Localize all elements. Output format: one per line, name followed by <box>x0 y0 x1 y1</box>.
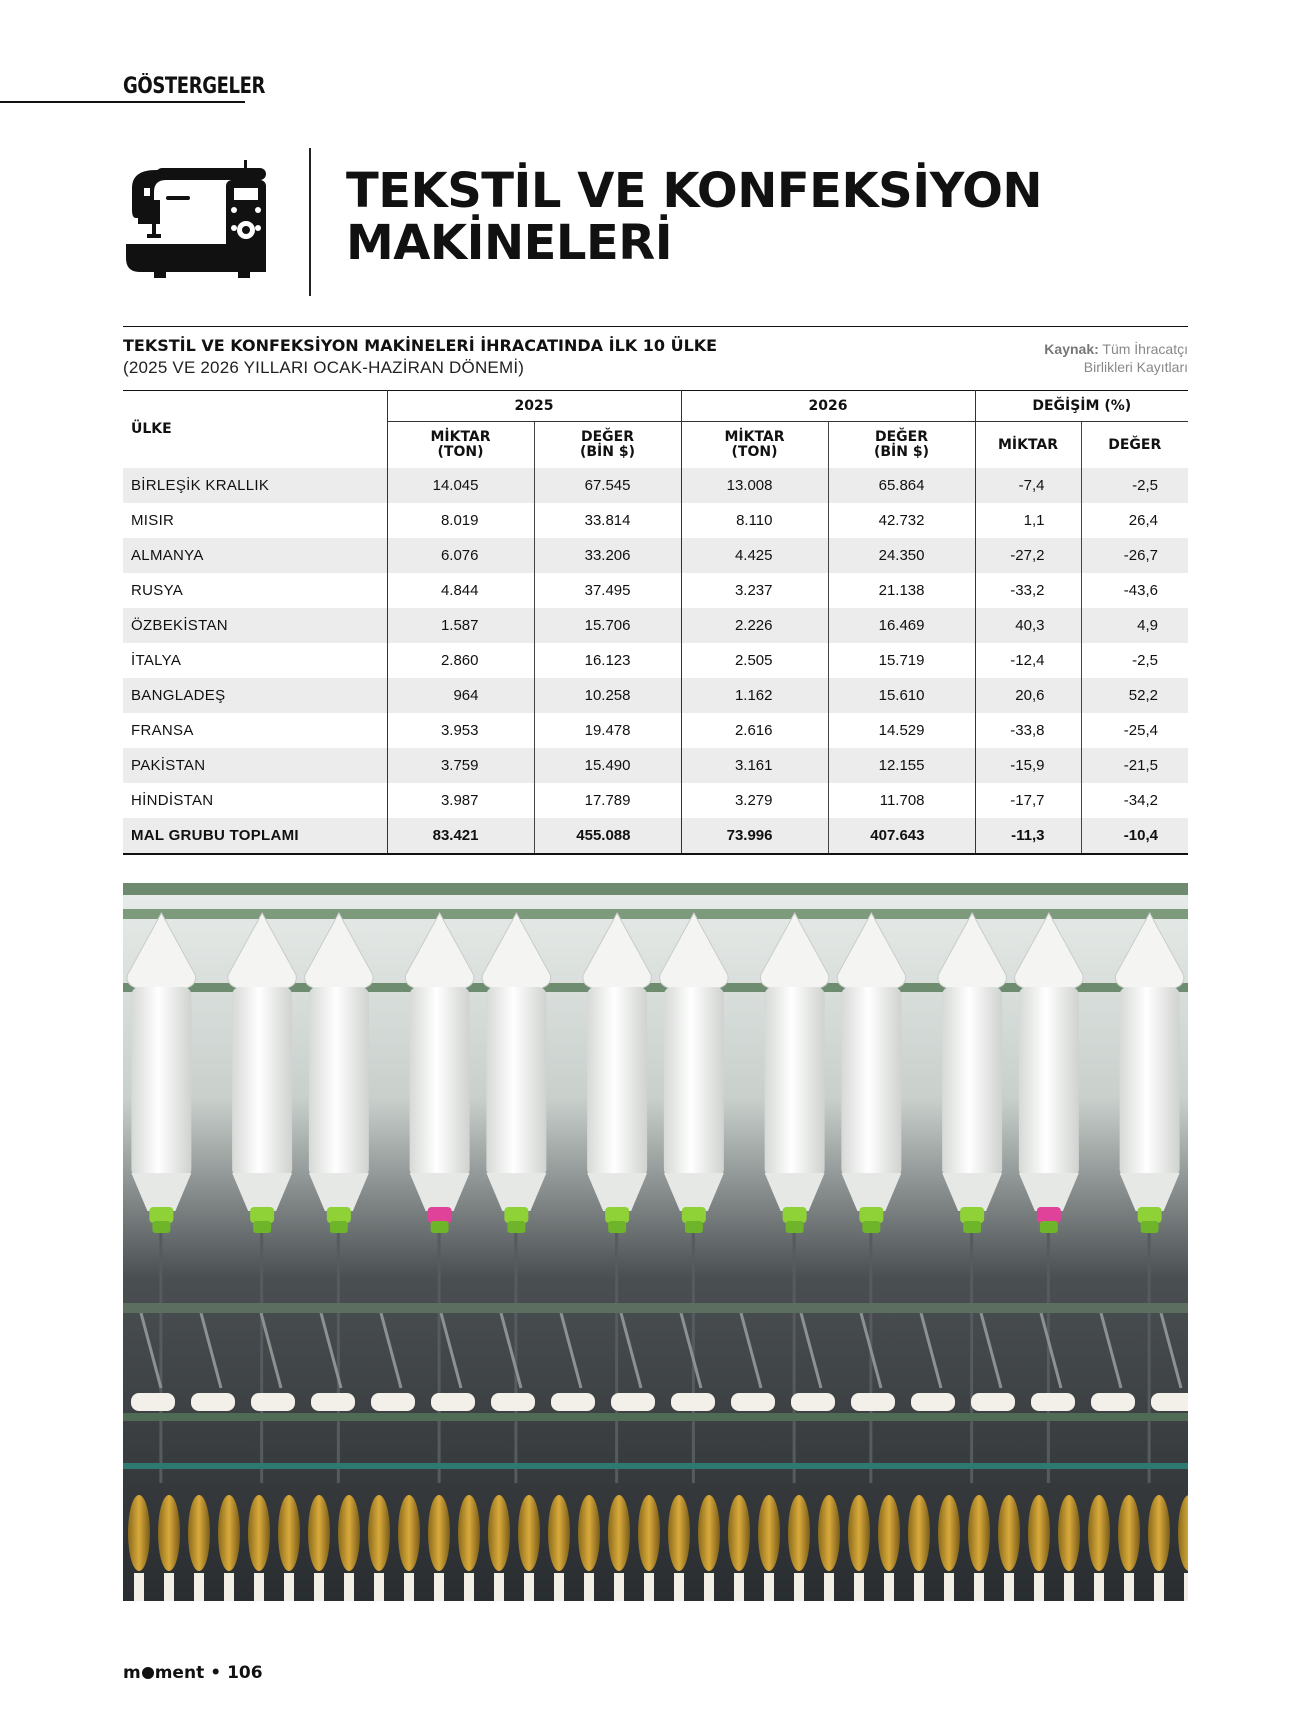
section-rule <box>0 101 245 103</box>
cell-change-deger: -10,4 <box>1081 818 1188 854</box>
cell-miktar-2025: 964 <box>387 678 534 713</box>
cell-deger-2026: 14.529 <box>828 713 975 748</box>
cell-country: ÖZBEKİSTAN <box>123 608 387 643</box>
cell-country: FRANSA <box>131 722 194 739</box>
cell-country: BİRLEŞİK KRALLIK <box>123 468 387 503</box>
sewing-machine-icon <box>126 160 271 286</box>
cell-miktar-2025: 4.844 <box>387 573 534 608</box>
table-row <box>123 608 1188 643</box>
page-title-line-1: TEKSTİL VE KONFEKSİYON <box>346 163 1043 219</box>
cell-deger-2025: 67.545 <box>534 468 681 503</box>
cell-country: MISIR <box>131 512 175 529</box>
cell-country: HİNDİSTAN <box>131 792 214 809</box>
cell-deger-2025: 33.814 <box>534 503 681 538</box>
cell-country: MAL GRUBU TOPLAMI <box>123 818 387 854</box>
cell-deger-2025: 33.206 <box>534 538 681 573</box>
cell-deger-2026: 21.138 <box>828 573 975 608</box>
cell-change-miktar: -33,2 <box>975 573 1081 608</box>
page-title-line-2: MAKİNELERİ <box>346 215 673 271</box>
cell-miktar-2025: 2.860 <box>387 643 534 678</box>
cell-deger-2025: 15.490 <box>534 748 681 783</box>
cell-miktar-2025: 8.019 <box>387 503 534 538</box>
table-total-row <box>123 818 1188 854</box>
cell-change-deger: 26,4 <box>1081 503 1188 538</box>
table-row <box>123 503 1188 538</box>
source-note <box>1044 340 1188 376</box>
header-change: DEĞİŞİM (%) <box>975 391 1188 422</box>
cell-miktar-2026: 8.110 <box>681 503 828 538</box>
cell-miktar-2026: 3.161 <box>681 748 828 783</box>
cell-deger-2025: 10.258 <box>534 678 681 713</box>
cell-change-miktar: -33,8 <box>975 713 1081 748</box>
cell-change-deger: -43,6 <box>1081 573 1188 608</box>
cell-deger-2026: 15.719 <box>828 643 975 678</box>
cell-change-deger: -34,2 <box>1081 783 1188 818</box>
title-divider <box>309 148 311 296</box>
cell-change-miktar: -12,4 <box>975 643 1081 678</box>
section-label: GÖSTERGELER <box>123 74 265 99</box>
table-row <box>123 678 1188 713</box>
page-title <box>346 165 1042 269</box>
cell-change-deger: 52,2 <box>1081 678 1188 713</box>
cell-deger-2026: 16.469 <box>828 608 975 643</box>
table-top-rule <box>123 326 1188 327</box>
cell-deger-2026: 15.610 <box>828 678 975 713</box>
cell-miktar-2025: 14.045 <box>387 468 534 503</box>
cell-miktar-2025: 3.987 <box>387 783 534 818</box>
cell-deger-2026: 65.864 <box>828 468 975 503</box>
header-country: ÜLKE <box>131 421 172 437</box>
cell-miktar-2025: 3.759 <box>387 748 534 783</box>
table-row <box>123 783 1188 818</box>
cell-country: ALMANYA <box>123 538 387 573</box>
footer-brand: m ment • 106 <box>123 1663 263 1683</box>
cell-miktar-2026: 1.162 <box>681 678 828 713</box>
cell-deger-2026: 24.350 <box>828 538 975 573</box>
source-text-1: Tüm İhracatçı <box>1102 341 1188 357</box>
cell-deger-2026: 407.643 <box>828 818 975 854</box>
cell-change-miktar: 20,6 <box>975 678 1081 713</box>
cell-miktar-2026: 13.008 <box>681 468 828 503</box>
cell-miktar-2026: 2.505 <box>681 643 828 678</box>
cell-miktar-2026: 73.996 <box>681 818 828 854</box>
cell-miktar-2025: 83.421 <box>387 818 534 854</box>
cell-change-deger: -2,5 <box>1081 643 1188 678</box>
table-title: TEKSTİL VE KONFEKSİYON MAKİNELERİ İHRACATINDA İLK 10 ÜLKE <box>123 336 718 355</box>
cell-change-deger: -25,4 <box>1081 713 1188 748</box>
cell-country: BANGLADEŞ <box>123 678 387 713</box>
cell-deger-2025: 455.088 <box>534 818 681 854</box>
header-miktar-2026: MİKTAR (TON) <box>681 422 828 469</box>
cell-miktar-2026: 4.425 <box>681 538 828 573</box>
textile-spinning-machine-photo <box>123 883 1188 1601</box>
table-row <box>123 573 1188 608</box>
table-row <box>123 748 1188 783</box>
cell-change-deger: -26,7 <box>1081 538 1188 573</box>
header-deger-2025: DEĞER (BİN $) <box>534 422 681 469</box>
cell-miktar-2026: 2.226 <box>681 608 828 643</box>
table-subtitle: (2025 VE 2026 YILLARI OCAK-HAZİRAN DÖNEMİ) <box>123 358 525 377</box>
cell-miktar-2026: 3.237 <box>681 573 828 608</box>
cell-change-miktar: 1,1 <box>975 503 1081 538</box>
table-body <box>123 468 1188 854</box>
cell-deger-2026: 12.155 <box>828 748 975 783</box>
cell-miktar-2026: 2.616 <box>681 713 828 748</box>
cell-deger-2025: 17.789 <box>534 783 681 818</box>
cell-change-miktar: 40,3 <box>975 608 1081 643</box>
cell-deger-2025: 19.478 <box>534 713 681 748</box>
cell-country: RUSYA <box>131 582 184 599</box>
cell-deger-2026: 11.708 <box>828 783 975 818</box>
cell-change-miktar: -7,4 <box>975 468 1081 503</box>
cell-change-miktar: -27,2 <box>975 538 1081 573</box>
cell-country: İTALYA <box>131 652 182 669</box>
cell-miktar-2025: 6.076 <box>387 538 534 573</box>
header-year-2025: 2025 <box>387 391 681 422</box>
header-deger-2026: DEĞER (BİN $) <box>828 422 975 469</box>
cell-miktar-2025: 1.587 <box>387 608 534 643</box>
header-year-2026: 2026 <box>681 391 975 422</box>
header-miktar-2025: MİKTAR (TON) <box>387 422 534 469</box>
cell-miktar-2026: 3.279 <box>681 783 828 818</box>
table-row <box>123 468 1188 503</box>
cell-change-deger: -21,5 <box>1081 748 1188 783</box>
table-row <box>123 643 1188 678</box>
source-label: Kaynak: <box>1044 341 1099 357</box>
cell-change-miktar: -15,9 <box>975 748 1081 783</box>
cell-deger-2026: 42.732 <box>828 503 975 538</box>
cell-change-miktar: -17,7 <box>975 783 1081 818</box>
cell-miktar-2025: 3.953 <box>387 713 534 748</box>
cell-deger-2025: 15.706 <box>534 608 681 643</box>
cell-change-deger: -2,5 <box>1081 468 1188 503</box>
cell-country: PAKİSTAN <box>123 748 387 783</box>
page-number: 106 <box>227 1663 263 1683</box>
cell-deger-2025: 16.123 <box>534 643 681 678</box>
header-change-deger: DEĞER <box>1081 422 1188 469</box>
brand-name: m ment <box>123 1663 205 1683</box>
cell-deger-2025: 37.495 <box>534 573 681 608</box>
export-table <box>123 390 1188 855</box>
source-text-2: Birlikleri Kayıtları <box>1083 359 1188 375</box>
cell-change-deger: 4,9 <box>1081 608 1188 643</box>
header-change-miktar: MİKTAR <box>975 422 1081 469</box>
table-row <box>123 538 1188 573</box>
table-row <box>123 713 1188 748</box>
cell-change-miktar: -11,3 <box>975 818 1081 854</box>
